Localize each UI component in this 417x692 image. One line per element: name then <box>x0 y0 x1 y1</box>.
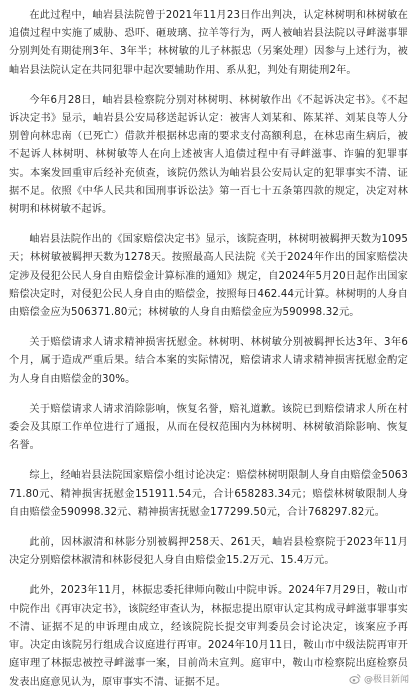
paragraph-5: 关于赔偿请求人请求消除影响，恢复名誉，赔礼道歉。该院已到赔偿请求人所在村委会及其原工作单位进行了通报，从而在侵权范围内为林树明、林树敏消除影响、恢复名誉。 <box>9 403 408 452</box>
source-watermark <box>347 671 411 686</box>
weibo-icon <box>349 673 361 685</box>
paragraph-7: 此前，因林淑清和林影分别被羁押258天、261天，岫岩县检察院于2023年11月决定分别赔偿林淑清和林影侵犯人身自由赔偿金15.2万元、15.4万元。 <box>9 537 408 567</box>
paragraph-6: 综上，经岫岩县法院国家赔偿小组讨论决定：赔偿林树明限制人身自由赔偿金506371.80元、精神损害抚慰金151911.54元，合计658283.34元；赔偿林树敏限制人身自由赔偿金590998.32元、精神损害抚慰金177299.50元，合计768297.82元。 <box>9 470 408 518</box>
paragraph-8: 此外，2023年11月，林振忠委托律师向鞍山中院申诉。2024年7月29日，鞍山市中院作出《再审决定书》，该院经审查认为，林振忠提出原审认定其构成寻衅滋事罪事实不清、证据不足的申诉理由成立，经该院院长提交审判委员会讨论决定，该案应予再审。决定由该院另行组成合议庭进行再审。2024年10月11日，鞍山市中级法院再审开庭审理了林振忠被控寻衅滋事一案，目前尚未宣判。庭审中，鞍山市检察院出庭检察员发表出庭意见认为，原审事实不清、证据不足。 <box>9 585 408 688</box>
paragraph-1: 在此过程中，岫岩县法院曾于2021年11月23日作出判决，认定林树明和林树敏在追债过程中实施了威胁、恐吓、砸玻璃、拉羊等行为，两人被岫岩县法院以寻衅滋事罪分别判处有期徒刑3年、3年半；林树敏的儿子林振忠（另案处理）因参与上述行为，被岫岩县法院认定在共同犯罪中起次要辅助作用、系从犯，判处有期徒刑2年。 <box>9 10 408 76</box>
watermark-text: @极目新闻 <box>363 675 409 685</box>
paragraph-3: 岫岩县法院作出的《国家赔偿决定书》显示，该院查明，林树明被羁押天数为1095天；林树敏被羁押天数为1278天。按照最高人民法院《关于2024年作出的国家赔偿决定涉及侵犯公民人身自由赔偿金计算标准的通知》规定，自2024年5月20日起作出国家赔偿决定时，对侵犯公民人身自由的赔偿金，按照每日462.44元计算。林树明的人身自由赔偿金应为506371.80元；林树敏的人身自由赔偿金应为590998.32元。 <box>9 234 408 319</box>
paragraph-2: 今年6月28日，岫岩县检察院分别对林树明、林树敏作出《不起诉决定书》。《不起诉决定书》显示，岫岩县公安局移送起诉认定：被害人刘某和、陈某祥、刘某良等人分别曾向林忠南（已死亡）借款并根据林忠南的要求支付高额利息，在林忠南生病后，被不起诉人林树明、林树敏等人在向上述被害人追债过程中有寻衅滋事、诈骗的犯罪事实。本案发回重审后经补充侦查，该院仍然认为岫岩县公安局认定的犯罪事实不清、证据不足。依照《中华人民共和国刑事诉讼法》第一百七十五条第四款的规定，决定对林树明和林树敏不起诉。 <box>9 94 408 216</box>
paragraph-4: 关于赔偿请求人请求精神损害抚慰金。林树明、林树敏分别被羁押长达3年、3年6个月，属于造成严重后果。结合本案的实际情况，赔偿请求人请求精神损害抚慰金酌定为人身自由赔偿金的30%。 <box>9 337 408 385</box>
